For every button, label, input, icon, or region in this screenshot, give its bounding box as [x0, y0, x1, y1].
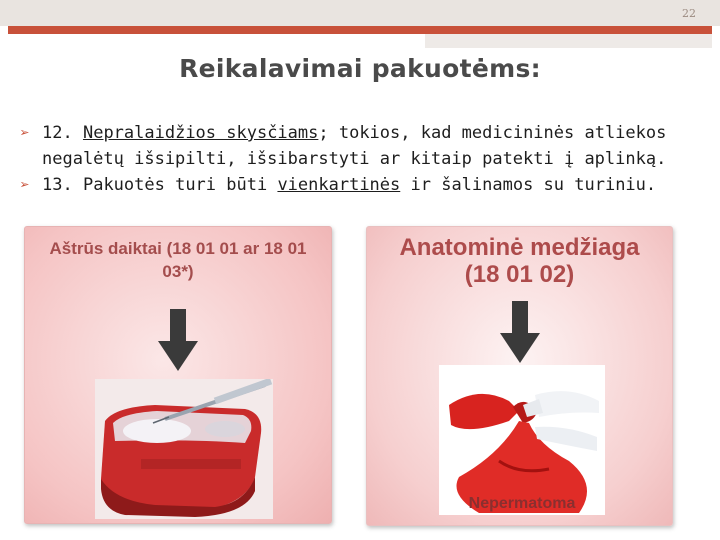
slide-title: Reikalavimai pakuotėms: [179, 54, 541, 83]
bullet-text: ; tokios, kad medicininės atliekos negalėtų išsipilti, išsibarstyti ar kitaip patekti į aplinką. [42, 123, 667, 169]
page-number: 22 [682, 7, 696, 20]
down-arrow-icon [158, 309, 198, 371]
bullet-number: 13. [42, 175, 73, 195]
bullet-item-13 [20, 172, 700, 198]
down-arrow-icon [500, 301, 540, 363]
bullet-text: Pakuotės turi būti [82, 175, 278, 195]
anatomical-panel [366, 226, 673, 526]
red-bag-photo [439, 365, 605, 515]
bullet-text: ir šalinamos su turiniu. [400, 175, 657, 195]
bag-caption: Nepermatoma [468, 495, 576, 512]
arrow-bullet-icon: ➢ [20, 123, 30, 142]
bullet-emphasis: vienkartinės [277, 175, 401, 195]
bullet-number: 12. [42, 123, 73, 143]
arrow-bullet-icon: ➢ [20, 175, 30, 194]
top-accent-stripe [8, 26, 712, 34]
bullet-list [20, 120, 700, 198]
top-decor-bar [0, 0, 720, 26]
anatomical-heading: Anatominė medžiaga (18 01 02) [399, 234, 640, 288]
bullet-item-12 [20, 120, 700, 172]
sharps-heading: Aštrūs daiktai (18 01 01 ar 18 01 03*) [49, 239, 307, 281]
top-accent-tab [425, 34, 712, 48]
sharps-panel [24, 226, 332, 524]
sharps-container-photo [95, 379, 273, 519]
bullet-emphasis: Nepralaidžios skysčiams [82, 123, 319, 143]
